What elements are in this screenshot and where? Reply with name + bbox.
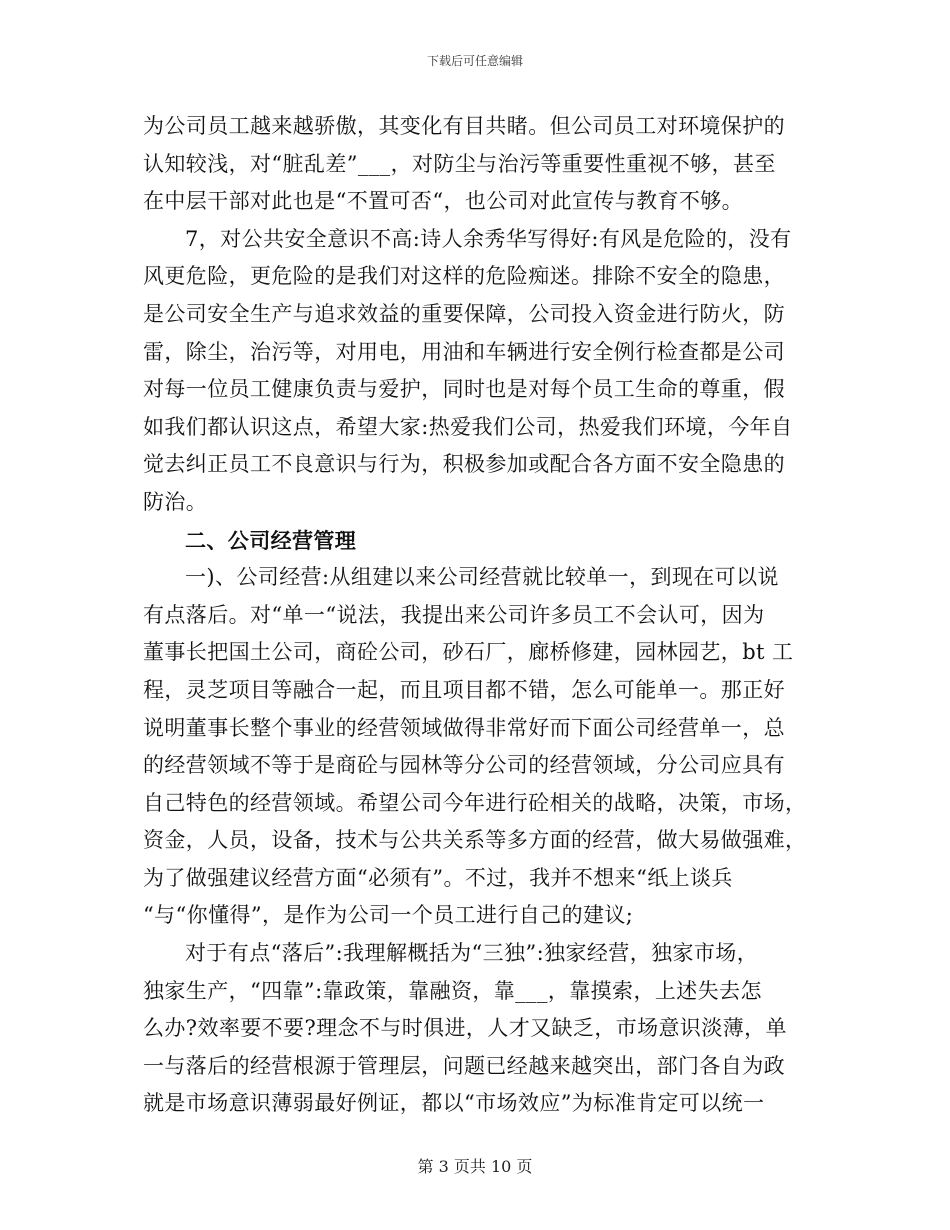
text-line: 自己特色的经营领域。希望公司今年进行砼相关的战略，决策，市场， [143,790,807,815]
text-line: 防治。 [143,489,208,514]
text-line: 独家生产，“四靠”:靠政策，靠融资，靠___，靠摸索，上述失去怎 [143,978,762,1003]
text-line: 对每一位员工健康负责与爱护，同时也是对每个员工生命的尊重，假 [143,377,785,402]
document-body [143,108,807,1123]
text-line: 觉去纠正员工不良意识与行为，积极参加或配合各方面不安全隐患的 [143,452,785,477]
text-line: 就是市场意识薄弱最好例证，都以“市场效应”为标准肯定可以统一 [143,1091,765,1116]
text-line: 的经营领域不等于是商砼与园林等分公司的经营领域，分公司应具有 [143,753,785,778]
text-line: 7，对公共安全意识不高:诗人余秀华写得好:有风是危险的，没有 [185,226,792,251]
text-line: 风更危险，更危险的是我们对这样的危险痴迷。排除不安全的隐患， [143,264,785,289]
text-line: 雷，除尘，治污等，对用电，用油和车辆进行安全例行检查都是公司 [143,339,785,364]
text-line: 对于有点“落后”:我理解概括为“三独”:独家经营，独家市场， [185,941,759,966]
text-line: 是公司安全生产与追求效益的重要保障，公司投入资金进行防火，防 [143,301,785,326]
text-line: “与“你懂得”，是作为公司一个员工进行自己的建议; [143,903,634,928]
text-line: 董事长把国土公司，商砼公司，砂石厂，廊桥修建，园林园艺，bt 工 [143,640,794,665]
text-line: 认知较浅，对“脏乱差”___，对防尘与治污等重要性重视不够，甚至 [143,151,776,176]
section-heading: 二、公司经营管理 [185,527,357,553]
text-line: 么办?效率要不要?理念不与时俱进，人才又缺乏，市场意识淡薄，单 [143,1016,787,1041]
text-line: 程，灵芝项目等融合一起，而且项目都不错，怎么可能单一。那正好 [143,677,785,702]
text-line: 说明董事长整个事业的经营领域做得非常好而下面公司经营单一，总 [143,715,785,740]
text-line: 如我们都认识这点，希望大家:热爱我们公司，热爱我们环境，今年自 [143,414,793,439]
text-line: 为公司员工越来越骄傲，其变化有目共睹。但公司员工对环境保护的 [143,114,785,138]
text-line: 一)、公司经营:从组建以来公司经营就比较单一，到现在可以说 [185,565,779,590]
text-line: 资金，人员，设备，技术与公共关系等多方面的经营，做大易做强难， [143,828,807,853]
page-header: 下载后可任意编辑 [426,54,523,68]
text-line: 一与落后的经营根源于管理层，问题已经越来越突出，部门各自为政 [143,1053,785,1078]
page-footer: 第 3 页共 10 页 [417,1157,533,1176]
text-line: 有点落后。对“单一“说法，我提出来公司许多员工不会认可，因为 [143,602,765,627]
text-line: 在中层干部对此也是“不置可否“，也公司对此宣传与教育不够。 [143,189,744,214]
text-line: 为了做强建议经营方面“必须有”。不过，我并不想来“纸上谈兵 [143,865,733,890]
